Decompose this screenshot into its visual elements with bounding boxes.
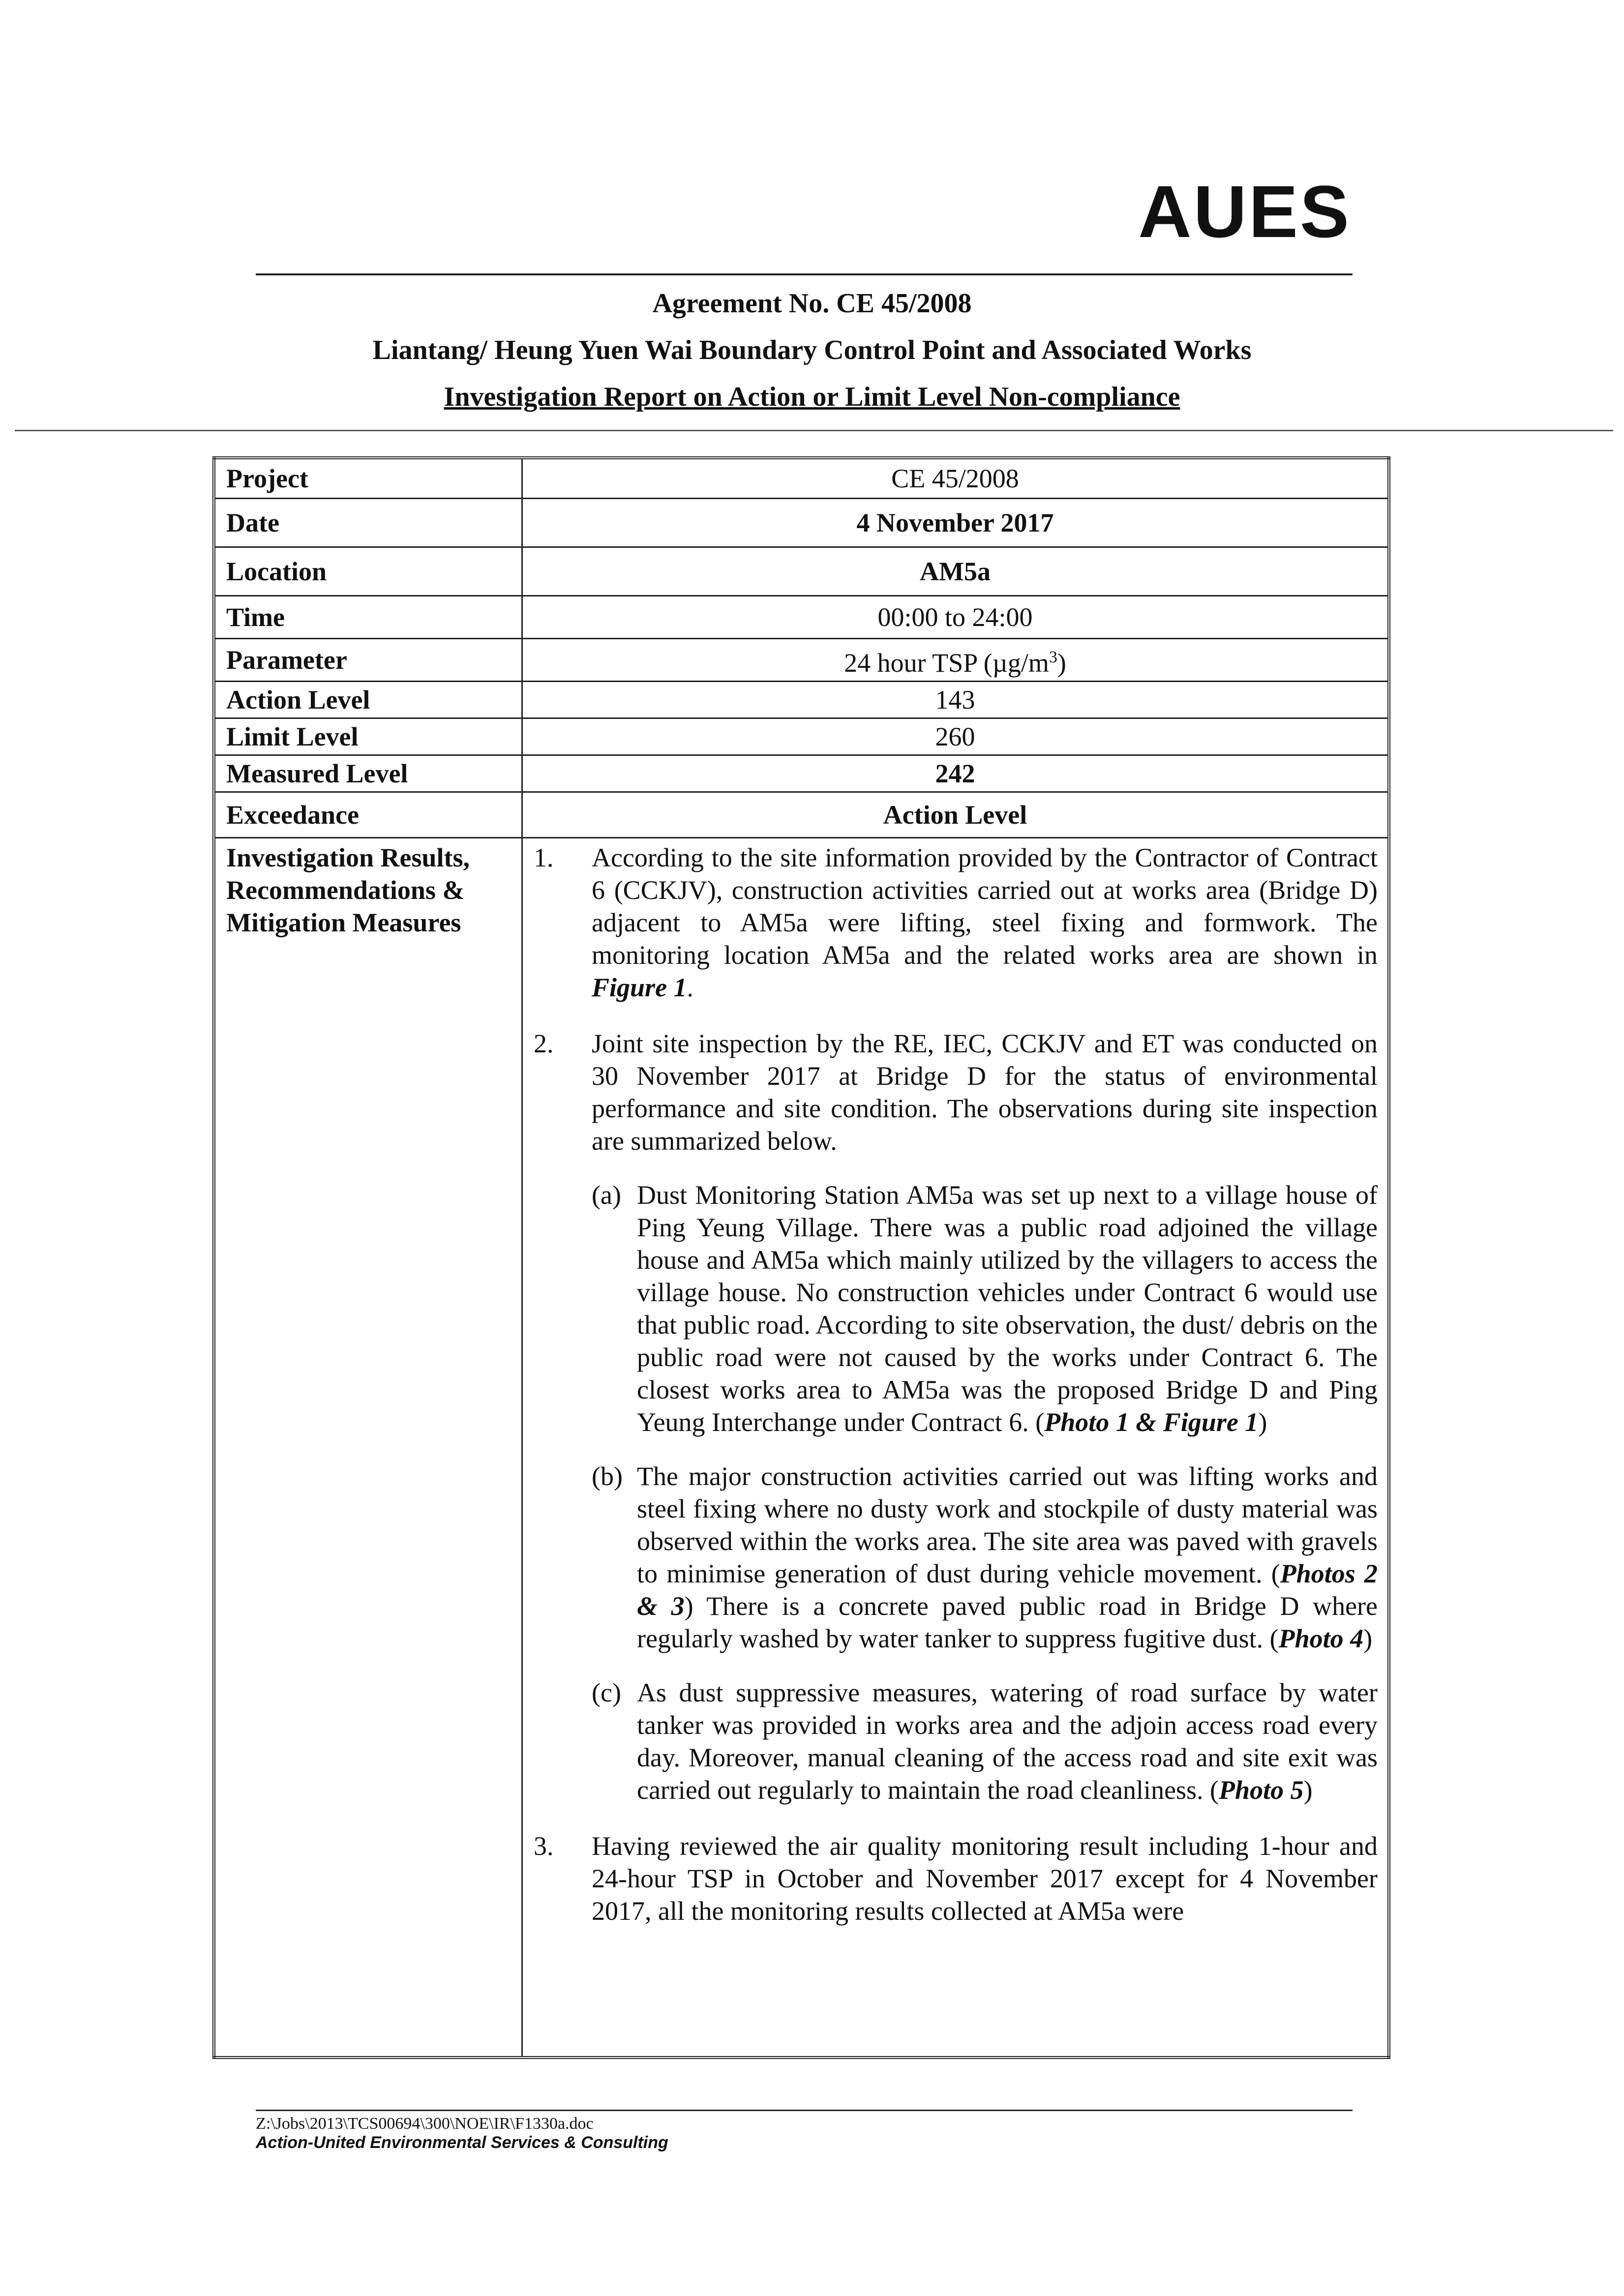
sub-item: [592, 1676, 1378, 1806]
sub-item-text-tail: ): [1258, 1407, 1267, 1437]
parameter-text: 24 hour TSP (µg/m: [844, 648, 1049, 678]
measured-level-label: Measured Level: [214, 755, 522, 792]
document-path: Z:\Jobs\2013\TCS00694\300\NOE\IR\F1330a.doc: [256, 2115, 594, 2133]
footer-rule: [256, 2110, 1353, 2111]
limit-level-label: Limit Level: [214, 718, 522, 755]
sub-item-text-run: The major construction activities carried out was lifting works and steel fixing where no dusty work and stockpile of dusty material was observed within the works area. The site area was paved with gravels to minimise generation of dust during vehicle movement. (: [637, 1461, 1378, 1588]
parameter-label: Parameter: [214, 639, 522, 682]
table-row: [214, 718, 1389, 755]
sub-item: [592, 1460, 1378, 1655]
table-row: [214, 682, 1389, 718]
investigation-label: [214, 838, 522, 2058]
item-number: 1.: [534, 843, 554, 872]
measured-level-value: 242: [522, 755, 1389, 792]
time-value: 00:00 to 24:00: [522, 596, 1389, 639]
date-value: 4 November 2017: [522, 499, 1389, 547]
sub-item-text: [637, 1676, 1378, 1806]
photo-reference: Photo 4: [1278, 1624, 1364, 1653]
table-row: [214, 499, 1389, 547]
list-item: [523, 1830, 1378, 1927]
item-text-tail: .: [687, 973, 694, 1002]
time-label: Time: [214, 596, 522, 639]
parameter-exponent: 3: [1049, 648, 1057, 666]
project-value: CE 45/2008: [522, 458, 1389, 499]
item-text-run: According to the site information provided by the Contractor of Contract 6 (CCKJV), construction activities carried out at works area (Bridge D) adjacent to AM5a were lifting, steel fixing and formwork. The monitoring location AM5a and the related works area are shown in: [592, 843, 1378, 970]
table-row: [214, 547, 1389, 596]
parameter-close: ): [1057, 648, 1066, 678]
report-table: [212, 456, 1390, 2059]
photo-reference: Photo 1 & Figure 1: [1044, 1407, 1259, 1437]
investigation-label-line: Investigation Results,: [226, 843, 470, 872]
action-level-value: 143: [522, 682, 1389, 718]
sub-item-letter: (a): [592, 1180, 621, 1210]
list-item: [523, 841, 1378, 1004]
sub-item-text-tail: ): [1303, 1775, 1313, 1805]
project-title: Liantang/ Heung Yuen Wai Boundary Control Point and Associated Works: [372, 335, 1252, 365]
limit-level-value: 260: [522, 718, 1389, 755]
sub-item-text-run: As dust suppressive measures, watering of road surface by water tanker was provided in works area and the adjoin access road every day. Moreover, manual cleaning of the access road and site exit was carried out regularly to maintain the road cleanliness. (: [637, 1678, 1378, 1805]
investigation-label-line: Recommendations &: [226, 875, 465, 905]
date-label: Date: [214, 499, 522, 547]
table-row: [214, 755, 1389, 792]
company-name: Action-United Environmental Services & Consulting: [256, 2133, 668, 2152]
company-logo: AUES: [1138, 170, 1351, 253]
investigation-label-line: Mitigation Measures: [226, 908, 461, 937]
list-item: [523, 1027, 1378, 1806]
report-title: Investigation Report on Action or Limit Level Non-compliance: [444, 382, 1180, 412]
sub-item-text-tail: ): [1363, 1624, 1373, 1653]
sub-item-text-run: Dust Monitoring Station AM5a was set up next to a village house of Ping Yeung Village. There was a public road adjoined the village house and AM5a which mainly utilized by the villagers to access the village house. No construction vehicles under Contract 6 would use that public road. According to site observation, the dust/ debris on the public road were not caused by the works under Contract 6. The closest works area to AM5a was the proposed Bridge D and Ping Yeung Interchange under Contract 6. (: [637, 1180, 1378, 1437]
section-rule: [15, 430, 1613, 431]
action-level-label: Action Level: [214, 682, 522, 718]
photo-reference: Photo 5: [1219, 1775, 1304, 1805]
item-text: [592, 841, 1378, 1004]
location-value: AM5a: [522, 547, 1389, 596]
item-number: 2.: [534, 1029, 554, 1058]
parameter-value: [522, 639, 1389, 682]
sub-item: [592, 1179, 1378, 1438]
table-row: [214, 792, 1389, 838]
location-label: Location: [214, 547, 522, 596]
investigation-body: [522, 838, 1389, 2058]
sub-item-text-run: ) There is a concrete paved public road in Bridge D where regularly washed by water tanker to suppress fugitive dust. (: [637, 1591, 1378, 1653]
item-text: Joint site inspection by the RE, IEC, CCKJV and ET was conducted on 30 November 2017 at Bridge D for the status of environmental performance and site condition. The observations during site inspection are summarized below.: [592, 1029, 1378, 1156]
agreement-number: Agreement No. CE 45/2008: [652, 288, 972, 319]
exceedance-value: Action Level: [522, 792, 1389, 838]
item-number: 3.: [534, 1831, 554, 1861]
sub-item-text: [637, 1460, 1378, 1655]
sub-item-letter: (b): [592, 1461, 623, 1491]
table-row: [214, 458, 1389, 499]
table-row: [214, 639, 1389, 682]
header-rule: [256, 273, 1353, 275]
photo-reference: Photos 2 & 3: [637, 1559, 1378, 1621]
exceedance-label: Exceedance: [214, 792, 522, 838]
table-row: [214, 838, 1389, 2058]
table-row: [214, 596, 1389, 639]
item-text: Having reviewed the air quality monitoring result including 1-hour and 24-hour TSP in October and November 2017 except for 4 November 2017, all the monitoring results collected at AM5a were: [592, 1831, 1378, 1926]
sub-item-text: [637, 1179, 1378, 1438]
figure-reference: Figure 1: [592, 973, 687, 1002]
sub-item-letter: (c): [592, 1678, 621, 1707]
project-label: Project: [214, 458, 522, 499]
